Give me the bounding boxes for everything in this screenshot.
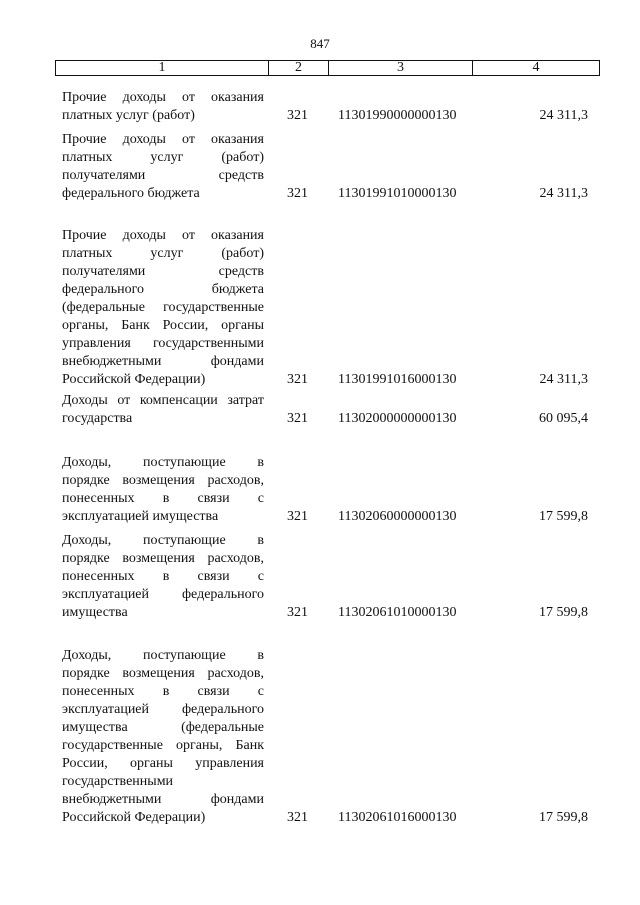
description-line: (федеральные государственные <box>62 300 264 315</box>
description-line: Прочие доходы от оказания <box>62 90 264 105</box>
description-line: порядке возмещения расходов, <box>62 551 264 566</box>
description-line: имущества (федеральные <box>62 720 264 735</box>
row-budget-code: 11302061016000130 <box>338 810 457 825</box>
description-line: Прочие доходы от оказания <box>62 228 264 243</box>
description-line: внебюджетными фондами <box>62 792 264 807</box>
column-header-2: 2 <box>269 61 329 75</box>
row-amount: 17 599,8 <box>539 810 588 825</box>
row-admin-code: 321 <box>287 605 308 620</box>
row-budget-code: 11301990000000130 <box>338 108 457 123</box>
row-description <box>62 131 264 203</box>
row-admin-code: 321 <box>287 186 308 201</box>
row-admin-code: 321 <box>287 411 308 426</box>
description-line: органы, Банк России, органы <box>62 318 264 333</box>
column-header-3: 3 <box>329 61 473 75</box>
row-amount: 17 599,8 <box>539 605 588 620</box>
row-description <box>62 647 264 827</box>
description-line: России, органы управления <box>62 756 264 771</box>
description-line: понесенных в связи с <box>62 684 264 699</box>
description-line: Доходы, поступающие в <box>62 648 264 663</box>
description-line: эксплуатацией федерального <box>62 587 264 602</box>
row-amount: 17 599,8 <box>539 509 588 524</box>
row-amount: 24 311,3 <box>539 186 588 201</box>
description-line: понесенных в связи с <box>62 491 264 506</box>
row-budget-code: 11302060000000130 <box>338 509 457 524</box>
description-line: управления государственными <box>62 336 264 351</box>
row-budget-code: 11302061010000130 <box>338 605 457 620</box>
description-line: понесенных в связи с <box>62 569 264 584</box>
description-line: платных услуг (работ) <box>62 150 264 165</box>
row-description <box>62 227 264 389</box>
page-number: 847 <box>310 36 330 51</box>
description-line: Российской Федерации) <box>62 372 206 387</box>
row-description <box>62 532 264 622</box>
description-line: эксплуатацией имущества <box>62 509 219 524</box>
row-description <box>62 89 264 125</box>
description-line: эксплуатацией федерального <box>62 702 264 717</box>
description-line: Доходы от компенсации затрат <box>62 393 264 408</box>
row-budget-code: 11301991010000130 <box>338 186 457 201</box>
description-line: государственными <box>62 774 174 789</box>
description-line: государственные органы, Банк <box>62 738 264 753</box>
row-admin-code: 321 <box>287 108 308 123</box>
description-line: порядке возмещения расходов, <box>62 473 264 488</box>
row-amount: 24 311,3 <box>539 372 588 387</box>
row-budget-code: 11302000000000130 <box>338 411 457 426</box>
row-description <box>62 392 264 428</box>
row-amount: 60 095,4 <box>539 411 588 426</box>
row-amount: 24 311,3 <box>539 108 588 123</box>
row-admin-code: 321 <box>287 810 308 825</box>
row-description <box>62 454 264 526</box>
description-line: платных услуг (работ) <box>62 246 264 261</box>
column-header-1: 1 <box>56 61 269 75</box>
row-admin-code: 321 <box>287 509 308 524</box>
description-line: порядке возмещения расходов, <box>62 666 264 681</box>
description-line: Российской Федерации) <box>62 810 206 825</box>
description-line: имущества <box>62 605 128 620</box>
description-line: платных услуг (работ) <box>62 108 195 123</box>
description-line: государства <box>62 411 133 426</box>
description-line: федерального бюджета <box>62 186 200 201</box>
description-line: Доходы, поступающие в <box>62 455 264 470</box>
description-line: Прочие доходы от оказания <box>62 132 264 147</box>
row-admin-code: 321 <box>287 372 308 387</box>
description-line: получателями средств <box>62 264 264 279</box>
row-budget-code: 11301991016000130 <box>338 372 457 387</box>
description-line: получателями средств <box>62 168 264 183</box>
description-line: Доходы, поступающие в <box>62 533 264 548</box>
description-line: федерального бюджета <box>62 282 264 297</box>
description-line: внебюджетными фондами <box>62 354 264 369</box>
column-header-4: 4 <box>532 60 540 75</box>
column-header-row <box>55 60 600 76</box>
